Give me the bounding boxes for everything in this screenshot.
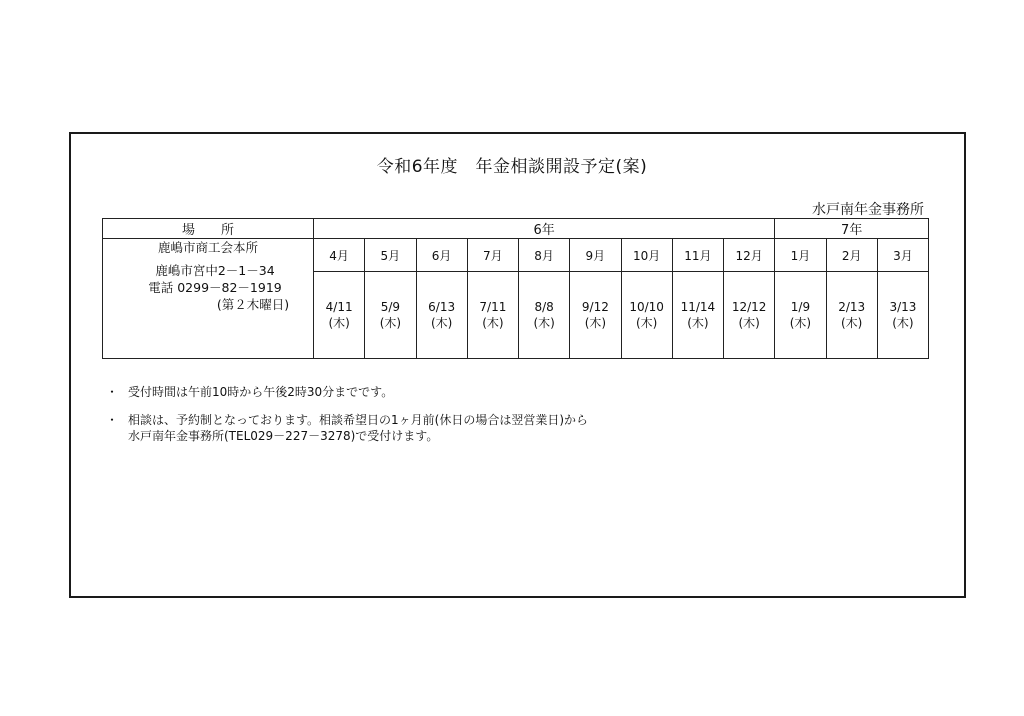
place-schedule-note: (第２木曜日) xyxy=(216,297,290,312)
date-value: 9/12 xyxy=(581,300,609,314)
weekday-value: (木) xyxy=(892,316,914,330)
month-cell: 4月 xyxy=(314,239,365,272)
weekday-value: (木) xyxy=(482,316,504,330)
date-value: 2/13 xyxy=(838,300,866,314)
bullet-mark: ・ xyxy=(106,385,119,399)
bullet-mark: ・ xyxy=(106,413,119,427)
note-item xyxy=(106,412,588,444)
date-cell xyxy=(826,272,877,359)
date-value: 6/13 xyxy=(428,300,456,314)
place-address: 鹿嶋市宮中2－1－34 xyxy=(155,263,275,278)
month-cell: 7月 xyxy=(467,239,518,272)
month-cell: 11月 xyxy=(672,239,723,272)
weekday-value: (木) xyxy=(789,316,812,330)
place-phone: 電話 0299－82－1919 xyxy=(148,280,282,295)
date-cell xyxy=(621,272,672,359)
weekday-value: (木) xyxy=(841,316,863,330)
weekday-value: (木) xyxy=(738,316,760,330)
date-cell xyxy=(672,272,723,359)
page-title: 令和6年度 年金相談開設予定(案) xyxy=(376,157,648,177)
date-value: 12/12 xyxy=(731,300,767,314)
place-cell xyxy=(103,239,314,359)
month-cell: 1月 xyxy=(775,239,826,272)
date-value: 8/8 xyxy=(534,300,554,314)
notes-section xyxy=(106,384,588,456)
date-value: 7/11 xyxy=(479,300,507,314)
weekday-value: (木) xyxy=(328,316,350,330)
date-cell xyxy=(467,272,518,359)
month-cell: 12月 xyxy=(724,239,775,272)
month-cell: 8月 xyxy=(519,239,570,272)
date-cell xyxy=(314,272,365,359)
month-header-row xyxy=(103,239,929,272)
year-group-7: 7年 xyxy=(775,219,929,239)
weekday-value: (木) xyxy=(635,316,658,330)
weekday-value: (木) xyxy=(430,316,453,330)
weekday-value: (木) xyxy=(687,316,709,330)
note-line: 水戸南年金事務所(TEL029－227－3278)で受付けます。 xyxy=(128,429,439,443)
month-cell: 10月 xyxy=(621,239,672,272)
weekday-value: (木) xyxy=(379,316,402,330)
date-cell xyxy=(724,272,775,359)
date-value: 5/9 xyxy=(380,300,401,314)
month-cell: 3月 xyxy=(877,239,928,272)
month-cell: 2月 xyxy=(826,239,877,272)
place-header: 場 所 xyxy=(103,219,314,239)
year-group-6: 6年 xyxy=(314,219,775,239)
month-cell: 9月 xyxy=(570,239,621,272)
note-line: 受付時間は午前10時から午後2時30分までです。 xyxy=(128,385,394,399)
date-cell xyxy=(365,272,416,359)
month-cell: 6月 xyxy=(416,239,467,272)
schedule-table xyxy=(102,218,929,359)
note-line: 相談は、予約制となっております。相談希望日の1ヶ月前(休日の場合は翌営業日)から xyxy=(128,413,589,427)
office-name: 水戸南年金事務所 xyxy=(812,202,924,218)
year-header-row xyxy=(103,219,929,239)
note-item xyxy=(106,384,588,400)
place-name: 鹿嶋市商工会本所 xyxy=(157,240,258,255)
date-cell xyxy=(570,272,621,359)
date-cell xyxy=(519,272,570,359)
month-cell: 5月 xyxy=(365,239,416,272)
date-cell xyxy=(416,272,467,359)
date-value: 4/11 xyxy=(325,300,353,314)
date-value: 10/10 xyxy=(629,300,664,314)
date-cell xyxy=(877,272,928,359)
date-value: 11/14 xyxy=(680,300,716,314)
weekday-value: (木) xyxy=(533,316,555,330)
date-value: 1/9 xyxy=(790,300,811,314)
date-cell xyxy=(775,272,826,359)
weekday-value: (木) xyxy=(584,316,607,330)
date-value: 3/13 xyxy=(889,300,917,314)
